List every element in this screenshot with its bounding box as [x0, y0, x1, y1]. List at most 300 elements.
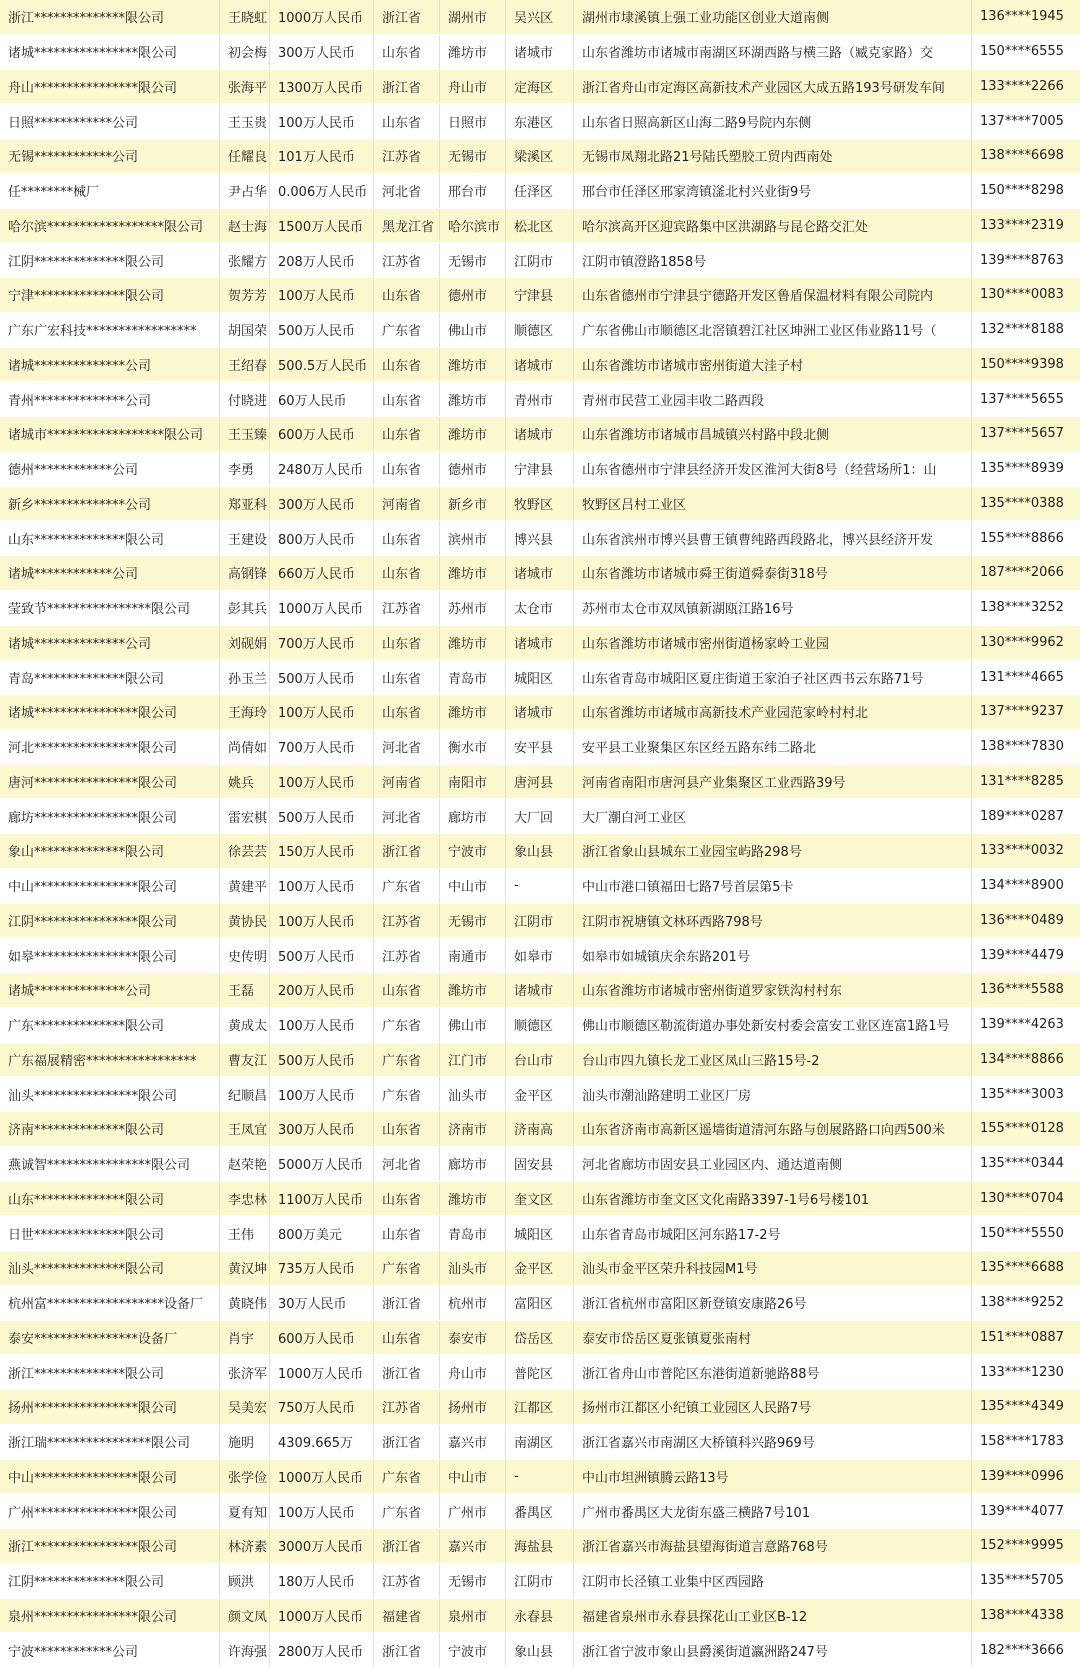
- registered-capital-cell: 1100万人民币: [270, 1182, 374, 1216]
- registered-capital-cell: 500万人民币: [270, 799, 374, 833]
- legal-person-cell: 王磊: [220, 973, 270, 1007]
- city-cell: 德州市: [440, 278, 506, 312]
- province-cell: 山东省: [374, 452, 440, 486]
- company-name-cell: 如皋****************限公司: [0, 938, 220, 972]
- city-cell: 江门市: [440, 1043, 506, 1077]
- address-cell: 中山市港口镇福田七路7号首层第5卡: [574, 869, 972, 903]
- address-cell: 浙江省嘉兴市海盐县望海街道言意路768号: [574, 1529, 972, 1563]
- legal-person-cell: 林济素: [220, 1529, 270, 1563]
- province-cell: 河南省: [374, 487, 440, 521]
- table-row: [0, 452, 1080, 487]
- district-cell: 诸城市: [506, 695, 574, 729]
- phone-cell: 133****2319: [980, 217, 1064, 233]
- company-name-cell: 江阴****************限公司: [0, 904, 220, 938]
- province-cell: 广东省: [374, 1460, 440, 1494]
- district-cell: 松北区: [506, 209, 574, 243]
- legal-person-cell: 肖宇: [220, 1321, 270, 1355]
- legal-person-cell: 张学俭: [220, 1460, 270, 1494]
- table-row: [0, 1355, 1080, 1390]
- city-cell: 泰安市: [440, 1321, 506, 1355]
- registered-capital-cell: 1500万人民币: [270, 209, 374, 243]
- table-row: [0, 1147, 1080, 1182]
- phone-cell: 151****0887: [980, 1329, 1064, 1345]
- address-cell: 山东省潍坊市奎文区文化南路3397-1号6号楼101: [574, 1182, 972, 1216]
- city-cell: 湖州市: [440, 0, 506, 34]
- province-cell: 浙江省: [374, 1355, 440, 1389]
- phone-cell: 155****8866: [980, 530, 1064, 546]
- table-row: [0, 139, 1080, 174]
- phone-cell: 133****0032: [980, 843, 1064, 859]
- province-cell: 河南省: [374, 765, 440, 799]
- province-cell: 山东省: [374, 556, 440, 590]
- table-row: [0, 695, 1080, 730]
- address-cell: 山东省潍坊市诸城市密州街道罗家铁沟村村东: [574, 973, 972, 1007]
- district-cell: 海盐县: [506, 1529, 574, 1563]
- district-cell: 台山市: [506, 1043, 574, 1077]
- phone-cell: 135****6688: [980, 1260, 1064, 1276]
- table-row: [0, 591, 1080, 626]
- district-cell: 诸城市: [506, 556, 574, 590]
- address-cell: 浙江省宁波市象山县爵溪街道瀛洲路247号: [574, 1633, 972, 1667]
- table-row: [0, 834, 1080, 869]
- district-cell: 太仓市: [506, 591, 574, 625]
- company-name-cell: 广东广宏科技*****************: [0, 313, 220, 347]
- address-cell: 福建省泉州市永春县探花山工业区B-12: [574, 1599, 972, 1633]
- registered-capital-cell: 300万人民币: [270, 487, 374, 521]
- address-cell: 山东省潍坊市诸城市南湖区环湖西路与横三路（臧克家路）交: [574, 35, 972, 69]
- province-cell: 浙江省: [374, 1286, 440, 1320]
- legal-person-cell: 许海强: [220, 1633, 270, 1667]
- company-name-cell: 汕头**************限公司: [0, 1251, 220, 1285]
- address-cell: 浙江省杭州市富阳区新登镇安康路26号: [574, 1286, 972, 1320]
- table-row: [0, 348, 1080, 383]
- phone-cell: 138****9252: [980, 1295, 1064, 1311]
- address-cell: 浙江省象山县城东工业园宝屿路298号: [574, 834, 972, 868]
- address-cell: 哈尔滨高开区迎宾路集中区洪湖路与昆仑路交汇处: [574, 209, 972, 243]
- province-cell: 山东省: [374, 104, 440, 138]
- company-name-cell: 江阴**************限公司: [0, 243, 220, 277]
- company-name-cell: 浙江**************限公司: [0, 0, 220, 34]
- address-cell: 河北省廊坊市固安县工业园区内、通达道南侧: [574, 1147, 972, 1181]
- address-cell: 山东省潍坊市诸城市密州街道杨家岭工业园: [574, 626, 972, 660]
- province-cell: 黑龙江省: [374, 209, 440, 243]
- phone-cell: 136****1945: [980, 9, 1064, 25]
- city-cell: 宁波市: [440, 1633, 506, 1667]
- legal-person-cell: 贺芳芳: [220, 278, 270, 312]
- address-cell: 山东省滨州市博兴县曹王镇曹纯路西段路北，博兴县经济开发: [574, 521, 972, 555]
- district-cell: 固安县: [506, 1147, 574, 1181]
- legal-person-cell: 尚倩如: [220, 730, 270, 764]
- registered-capital-cell: 800万美元: [270, 1216, 374, 1250]
- table-row: [0, 1460, 1080, 1495]
- table-row: [0, 1008, 1080, 1043]
- address-cell: 邢台市任泽区邢家湾镇滏北村兴业街9号: [574, 174, 972, 208]
- table-row: [0, 869, 1080, 904]
- table-row: [0, 730, 1080, 765]
- registered-capital-cell: 735万人民币: [270, 1251, 374, 1285]
- province-cell: 浙江省: [374, 1425, 440, 1459]
- registered-capital-cell: 208万人民币: [270, 243, 374, 277]
- city-cell: 廊坊市: [440, 799, 506, 833]
- city-cell: 中山市: [440, 1460, 506, 1494]
- table-row: [0, 1216, 1080, 1251]
- phone-cell: 138****3252: [980, 600, 1064, 616]
- district-cell: 唐河县: [506, 765, 574, 799]
- phone-cell: 189****0287: [980, 808, 1064, 824]
- address-cell: 泰安市岱岳区夏张镇夏张南村: [574, 1321, 972, 1355]
- table-row: [0, 799, 1080, 834]
- address-cell: 江阴市镇澄路1858号: [574, 243, 972, 277]
- legal-person-cell: 王凤宜: [220, 1112, 270, 1146]
- district-cell: 诸城市: [506, 626, 574, 660]
- province-cell: 浙江省: [374, 0, 440, 34]
- registered-capital-cell: 1000万人民币: [270, 591, 374, 625]
- table-row: [0, 1529, 1080, 1564]
- address-cell: 苏州市太仓市双凤镇新湖瓯江路16号: [574, 591, 972, 625]
- registered-capital-cell: 100万人民币: [270, 869, 374, 903]
- district-cell: 象山县: [506, 1633, 574, 1667]
- registered-capital-cell: 700万人民币: [270, 626, 374, 660]
- city-cell: 无锡市: [440, 139, 506, 173]
- legal-person-cell: 王玉贵: [220, 104, 270, 138]
- address-cell: 山东省潍坊市诸城市舜王街道舜泰街318号: [574, 556, 972, 590]
- table-row: [0, 243, 1080, 278]
- table-row: [0, 1321, 1080, 1356]
- address-cell: 山东省潍坊市诸城市昌城镇兴村路中段北侧: [574, 417, 972, 451]
- province-cell: 河北省: [374, 799, 440, 833]
- company-name-cell: 泰安****************设备厂: [0, 1321, 220, 1355]
- registered-capital-cell: 1300万人民币: [270, 70, 374, 104]
- company-name-cell: 宁波************公司: [0, 1633, 220, 1667]
- address-cell: 浙江省嘉兴市南湖区大桥镇科兴路969号: [574, 1425, 972, 1459]
- registered-capital-cell: 3000万人民币: [270, 1529, 374, 1563]
- legal-person-cell: 王晓虹: [220, 0, 270, 34]
- district-cell: 诸城市: [506, 348, 574, 382]
- company-name-cell: 扬州****************限公司: [0, 1390, 220, 1424]
- province-cell: 山东省: [374, 695, 440, 729]
- city-cell: 中山市: [440, 869, 506, 903]
- company-name-cell: 中山****************限公司: [0, 869, 220, 903]
- phone-cell: 130****0704: [980, 1190, 1064, 1206]
- province-cell: 山东省: [374, 35, 440, 69]
- province-cell: 江苏省: [374, 243, 440, 277]
- company-name-cell: 诸城市******************限公司: [0, 417, 220, 451]
- district-cell: 江阴市: [506, 243, 574, 277]
- address-cell: 浙江省舟山市定海区高新技术产业园区大成五路193号研发车间: [574, 70, 972, 104]
- legal-person-cell: 王绍春: [220, 348, 270, 382]
- city-cell: 潍坊市: [440, 417, 506, 451]
- district-cell: 吴兴区: [506, 0, 574, 34]
- district-cell: 宁津县: [506, 452, 574, 486]
- province-cell: 广东省: [374, 313, 440, 347]
- city-cell: 无锡市: [440, 1564, 506, 1598]
- address-cell: 山东省潍坊市诸城市密州街道大洼子村: [574, 348, 972, 382]
- province-cell: 广东省: [374, 1008, 440, 1042]
- province-cell: 河北省: [374, 1147, 440, 1181]
- district-cell: 如皋市: [506, 938, 574, 972]
- company-name-cell: 无锡************公司: [0, 139, 220, 173]
- phone-cell: 155****0128: [980, 1121, 1064, 1137]
- table-row: [0, 1043, 1080, 1078]
- province-cell: 山东省: [374, 278, 440, 312]
- province-cell: 山东省: [374, 973, 440, 1007]
- phone-cell: 187****2066: [980, 565, 1064, 581]
- district-cell: 诸城市: [506, 973, 574, 1007]
- company-name-cell: 德州************公司: [0, 452, 220, 486]
- company-name-cell: 河北****************限公司: [0, 730, 220, 764]
- company-name-cell: 任********械厂: [0, 174, 220, 208]
- table-row: [0, 626, 1080, 661]
- address-cell: 江阴市长泾镇工业集中区西园路: [574, 1564, 972, 1598]
- province-cell: 山东省: [374, 521, 440, 555]
- city-cell: 衡水市: [440, 730, 506, 764]
- address-cell: 汕头市金平区荣升科技园M1号: [574, 1251, 972, 1285]
- address-cell: 山东省德州市宁津县经济开发区淮河大街8号（经营场所1：山: [574, 452, 972, 486]
- legal-person-cell: 刘砚娟: [220, 626, 270, 660]
- phone-cell: 139****8763: [980, 252, 1064, 268]
- city-cell: 潍坊市: [440, 348, 506, 382]
- city-cell: 德州市: [440, 452, 506, 486]
- district-cell: 金平区: [506, 1077, 574, 1111]
- registered-capital-cell: 100万人民币: [270, 695, 374, 729]
- address-cell: 青州市民营工业园丰收二路西段: [574, 382, 972, 416]
- district-cell: 济南高: [506, 1112, 574, 1146]
- company-name-cell: 宁津**************限公司: [0, 278, 220, 312]
- district-cell: 梁溪区: [506, 139, 574, 173]
- address-cell: 汕头市潮汕路建明工业区厂房: [574, 1077, 972, 1111]
- legal-person-cell: 付晓进: [220, 382, 270, 416]
- registered-capital-cell: 30万人民币: [270, 1286, 374, 1320]
- phone-cell: 135****3003: [980, 1086, 1064, 1102]
- registered-capital-cell: 100万人民币: [270, 104, 374, 138]
- phone-cell: 138****7830: [980, 739, 1064, 755]
- table-row: [0, 70, 1080, 105]
- province-cell: 江苏省: [374, 904, 440, 938]
- district-cell: 东港区: [506, 104, 574, 138]
- company-name-cell: 唐河****************限公司: [0, 765, 220, 799]
- city-cell: 无锡市: [440, 904, 506, 938]
- district-cell: -: [506, 869, 574, 903]
- phone-cell: 137****9237: [980, 704, 1064, 720]
- registered-capital-cell: 2480万人民币: [270, 452, 374, 486]
- legal-person-cell: 张耀方: [220, 243, 270, 277]
- district-cell: 永春县: [506, 1599, 574, 1633]
- registered-capital-cell: 750万人民币: [270, 1390, 374, 1424]
- district-cell: 江阴市: [506, 1564, 574, 1598]
- address-cell: 扬州市江都区小纪镇工业园区人民路7号: [574, 1390, 972, 1424]
- city-cell: 潍坊市: [440, 695, 506, 729]
- company-name-cell: 中山****************限公司: [0, 1460, 220, 1494]
- company-name-cell: 山东**************限公司: [0, 521, 220, 555]
- legal-person-cell: 赵荣艳: [220, 1147, 270, 1181]
- table-row: [0, 278, 1080, 313]
- company-name-cell: 山东**************限公司: [0, 1182, 220, 1216]
- province-cell: 山东省: [374, 1182, 440, 1216]
- district-cell: 安平县: [506, 730, 574, 764]
- phone-cell: 131****8285: [980, 773, 1064, 789]
- district-cell: 城阳区: [506, 660, 574, 694]
- province-cell: 山东省: [374, 417, 440, 451]
- legal-person-cell: 彭其兵: [220, 591, 270, 625]
- district-cell: 牧野区: [506, 487, 574, 521]
- company-name-cell: 日照************公司: [0, 104, 220, 138]
- registered-capital-cell: 4309.665万: [270, 1425, 374, 1459]
- legal-person-cell: 王伟: [220, 1216, 270, 1250]
- table-row: [0, 487, 1080, 522]
- phone-cell: 139****4077: [980, 1503, 1064, 1519]
- city-cell: 舟山市: [440, 1355, 506, 1389]
- table-row: [0, 1633, 1080, 1668]
- city-cell: 青岛市: [440, 1216, 506, 1250]
- province-cell: 江苏省: [374, 1564, 440, 1598]
- city-cell: 哈尔滨市: [440, 209, 506, 243]
- province-cell: 山东省: [374, 1112, 440, 1146]
- district-cell: 象山县: [506, 834, 574, 868]
- address-cell: 佛山市顺德区勒流街道办事处新安村委会富安工业区连富1路1号: [574, 1008, 972, 1042]
- legal-person-cell: 雷宏棋: [220, 799, 270, 833]
- registered-capital-cell: 500万人民币: [270, 1043, 374, 1077]
- company-name-cell: 汕头****************限公司: [0, 1077, 220, 1111]
- company-name-cell: 诸城****************限公司: [0, 695, 220, 729]
- table-row: [0, 521, 1080, 556]
- registered-capital-cell: 100万人民币: [270, 278, 374, 312]
- company-name-cell: 诸城**************公司: [0, 348, 220, 382]
- registered-capital-cell: 100万人民币: [270, 1077, 374, 1111]
- legal-person-cell: 高钢锋: [220, 556, 270, 590]
- company-name-cell: 廊坊****************限公司: [0, 799, 220, 833]
- city-cell: 佛山市: [440, 1008, 506, 1042]
- phone-cell: 135****5705: [980, 1573, 1064, 1589]
- district-cell: 普陀区: [506, 1355, 574, 1389]
- district-cell: 博兴县: [506, 521, 574, 555]
- registered-capital-cell: 1000万人民币: [270, 1599, 374, 1633]
- city-cell: 潍坊市: [440, 626, 506, 660]
- registered-capital-cell: 100万人民币: [270, 1008, 374, 1042]
- address-cell: 大厂潮白河工业区: [574, 799, 972, 833]
- province-cell: 山东省: [374, 1321, 440, 1355]
- registered-capital-cell: 101万人民币: [270, 139, 374, 173]
- district-cell: 诸城市: [506, 35, 574, 69]
- phone-cell: 131****4665: [980, 669, 1064, 685]
- district-cell: 金平区: [506, 1251, 574, 1285]
- company-name-cell: 燕诚智****************限公司: [0, 1147, 220, 1181]
- province-cell: 山东省: [374, 626, 440, 660]
- legal-person-cell: 郑亚科: [220, 487, 270, 521]
- legal-person-cell: 施明: [220, 1425, 270, 1459]
- registered-capital-cell: 100万人民币: [270, 765, 374, 799]
- registered-capital-cell: 1000万人民币: [270, 1355, 374, 1389]
- table-row: [0, 938, 1080, 973]
- city-cell: 潍坊市: [440, 1182, 506, 1216]
- city-cell: 青岛市: [440, 660, 506, 694]
- address-cell: 山东省潍坊市诸城市高新技术产业园范家岭村村北: [574, 695, 972, 729]
- address-cell: 牧野区吕村工业区: [574, 487, 972, 521]
- province-cell: 浙江省: [374, 70, 440, 104]
- legal-person-cell: 黄协民: [220, 904, 270, 938]
- legal-person-cell: 王海玲: [220, 695, 270, 729]
- registered-capital-cell: 5000万人民币: [270, 1147, 374, 1181]
- registered-capital-cell: 800万人民币: [270, 521, 374, 555]
- address-cell: 湖州市埭溪镇上强工业功能区创业大道南侧: [574, 0, 972, 34]
- city-cell: 济南市: [440, 1112, 506, 1146]
- registered-capital-cell: 500万人民币: [270, 938, 374, 972]
- company-name-cell: 青州**************公司: [0, 382, 220, 416]
- city-cell: 嘉兴市: [440, 1425, 506, 1459]
- province-cell: 山东省: [374, 1216, 440, 1250]
- city-cell: 廊坊市: [440, 1147, 506, 1181]
- legal-person-cell: 初会梅: [220, 35, 270, 69]
- address-cell: 山东省日照高新区山海二路9号院内东侧: [574, 104, 972, 138]
- district-cell: 顺德区: [506, 313, 574, 347]
- city-cell: 汕头市: [440, 1251, 506, 1285]
- district-cell: 诸城市: [506, 417, 574, 451]
- company-name-cell: 广州****************限公司: [0, 1494, 220, 1528]
- registered-capital-cell: 500万人民币: [270, 313, 374, 347]
- province-cell: 河北省: [374, 174, 440, 208]
- city-cell: 新乡市: [440, 487, 506, 521]
- city-cell: 潍坊市: [440, 973, 506, 1007]
- company-name-cell: 浙江**************限公司: [0, 1355, 220, 1389]
- address-cell: 台山市四九镇长龙工业区凤山三路15号-2: [574, 1043, 972, 1077]
- registered-capital-cell: 600万人民币: [270, 417, 374, 451]
- phone-cell: 136****0489: [980, 912, 1064, 928]
- legal-person-cell: 徐芸芸: [220, 834, 270, 868]
- district-cell: 南湖区: [506, 1425, 574, 1459]
- district-cell: 岱岳区: [506, 1321, 574, 1355]
- province-cell: 广东省: [374, 1251, 440, 1285]
- district-cell: 大厂回: [506, 799, 574, 833]
- city-cell: 南阳市: [440, 765, 506, 799]
- province-cell: 山东省: [374, 382, 440, 416]
- province-cell: 浙江省: [374, 1529, 440, 1563]
- phone-cell: 130****0083: [980, 287, 1064, 303]
- table-row: [0, 174, 1080, 209]
- legal-person-cell: 曹友江: [220, 1043, 270, 1077]
- district-cell: 定海区: [506, 70, 574, 104]
- company-name-cell: 象山**************限公司: [0, 834, 220, 868]
- company-name-cell: 新乡**************公司: [0, 487, 220, 521]
- city-cell: 滨州市: [440, 521, 506, 555]
- registered-capital-cell: 60万人民币: [270, 382, 374, 416]
- address-cell: 无锡市凤翔北路21号陆氏塑胶工贸内西南处: [574, 139, 972, 173]
- company-name-cell: 莹致节****************限公司: [0, 591, 220, 625]
- province-cell: 广东省: [374, 869, 440, 903]
- city-cell: 苏州市: [440, 591, 506, 625]
- phone-cell: 139****4263: [980, 1017, 1064, 1033]
- district-cell: 青州市: [506, 382, 574, 416]
- phone-cell: 138****6698: [980, 148, 1064, 164]
- company-name-cell: 日世**************限公司: [0, 1216, 220, 1250]
- province-cell: 山东省: [374, 660, 440, 694]
- district-cell: 江阴市: [506, 904, 574, 938]
- phone-cell: 150****5550: [980, 1225, 1064, 1241]
- phone-cell: 137****7005: [980, 113, 1064, 129]
- legal-person-cell: 吴美宏: [220, 1390, 270, 1424]
- legal-person-cell: 王玉臻: [220, 417, 270, 451]
- table-row: [0, 1564, 1080, 1599]
- address-cell: 如皋市如城镇庆余东路201号: [574, 938, 972, 972]
- phone-cell: 150****9398: [980, 356, 1064, 372]
- phone-cell: 152****9995: [980, 1538, 1064, 1554]
- province-cell: 江苏省: [374, 591, 440, 625]
- company-name-cell: 诸城****************限公司: [0, 35, 220, 69]
- company-name-cell: 诸城**************公司: [0, 626, 220, 660]
- table-row: [0, 313, 1080, 348]
- phone-cell: 150****8298: [980, 183, 1064, 199]
- registered-capital-cell: 150万人民币: [270, 834, 374, 868]
- registered-capital-cell: 1000万人民币: [270, 1460, 374, 1494]
- company-name-cell: 杭州富******************设备厂: [0, 1286, 220, 1320]
